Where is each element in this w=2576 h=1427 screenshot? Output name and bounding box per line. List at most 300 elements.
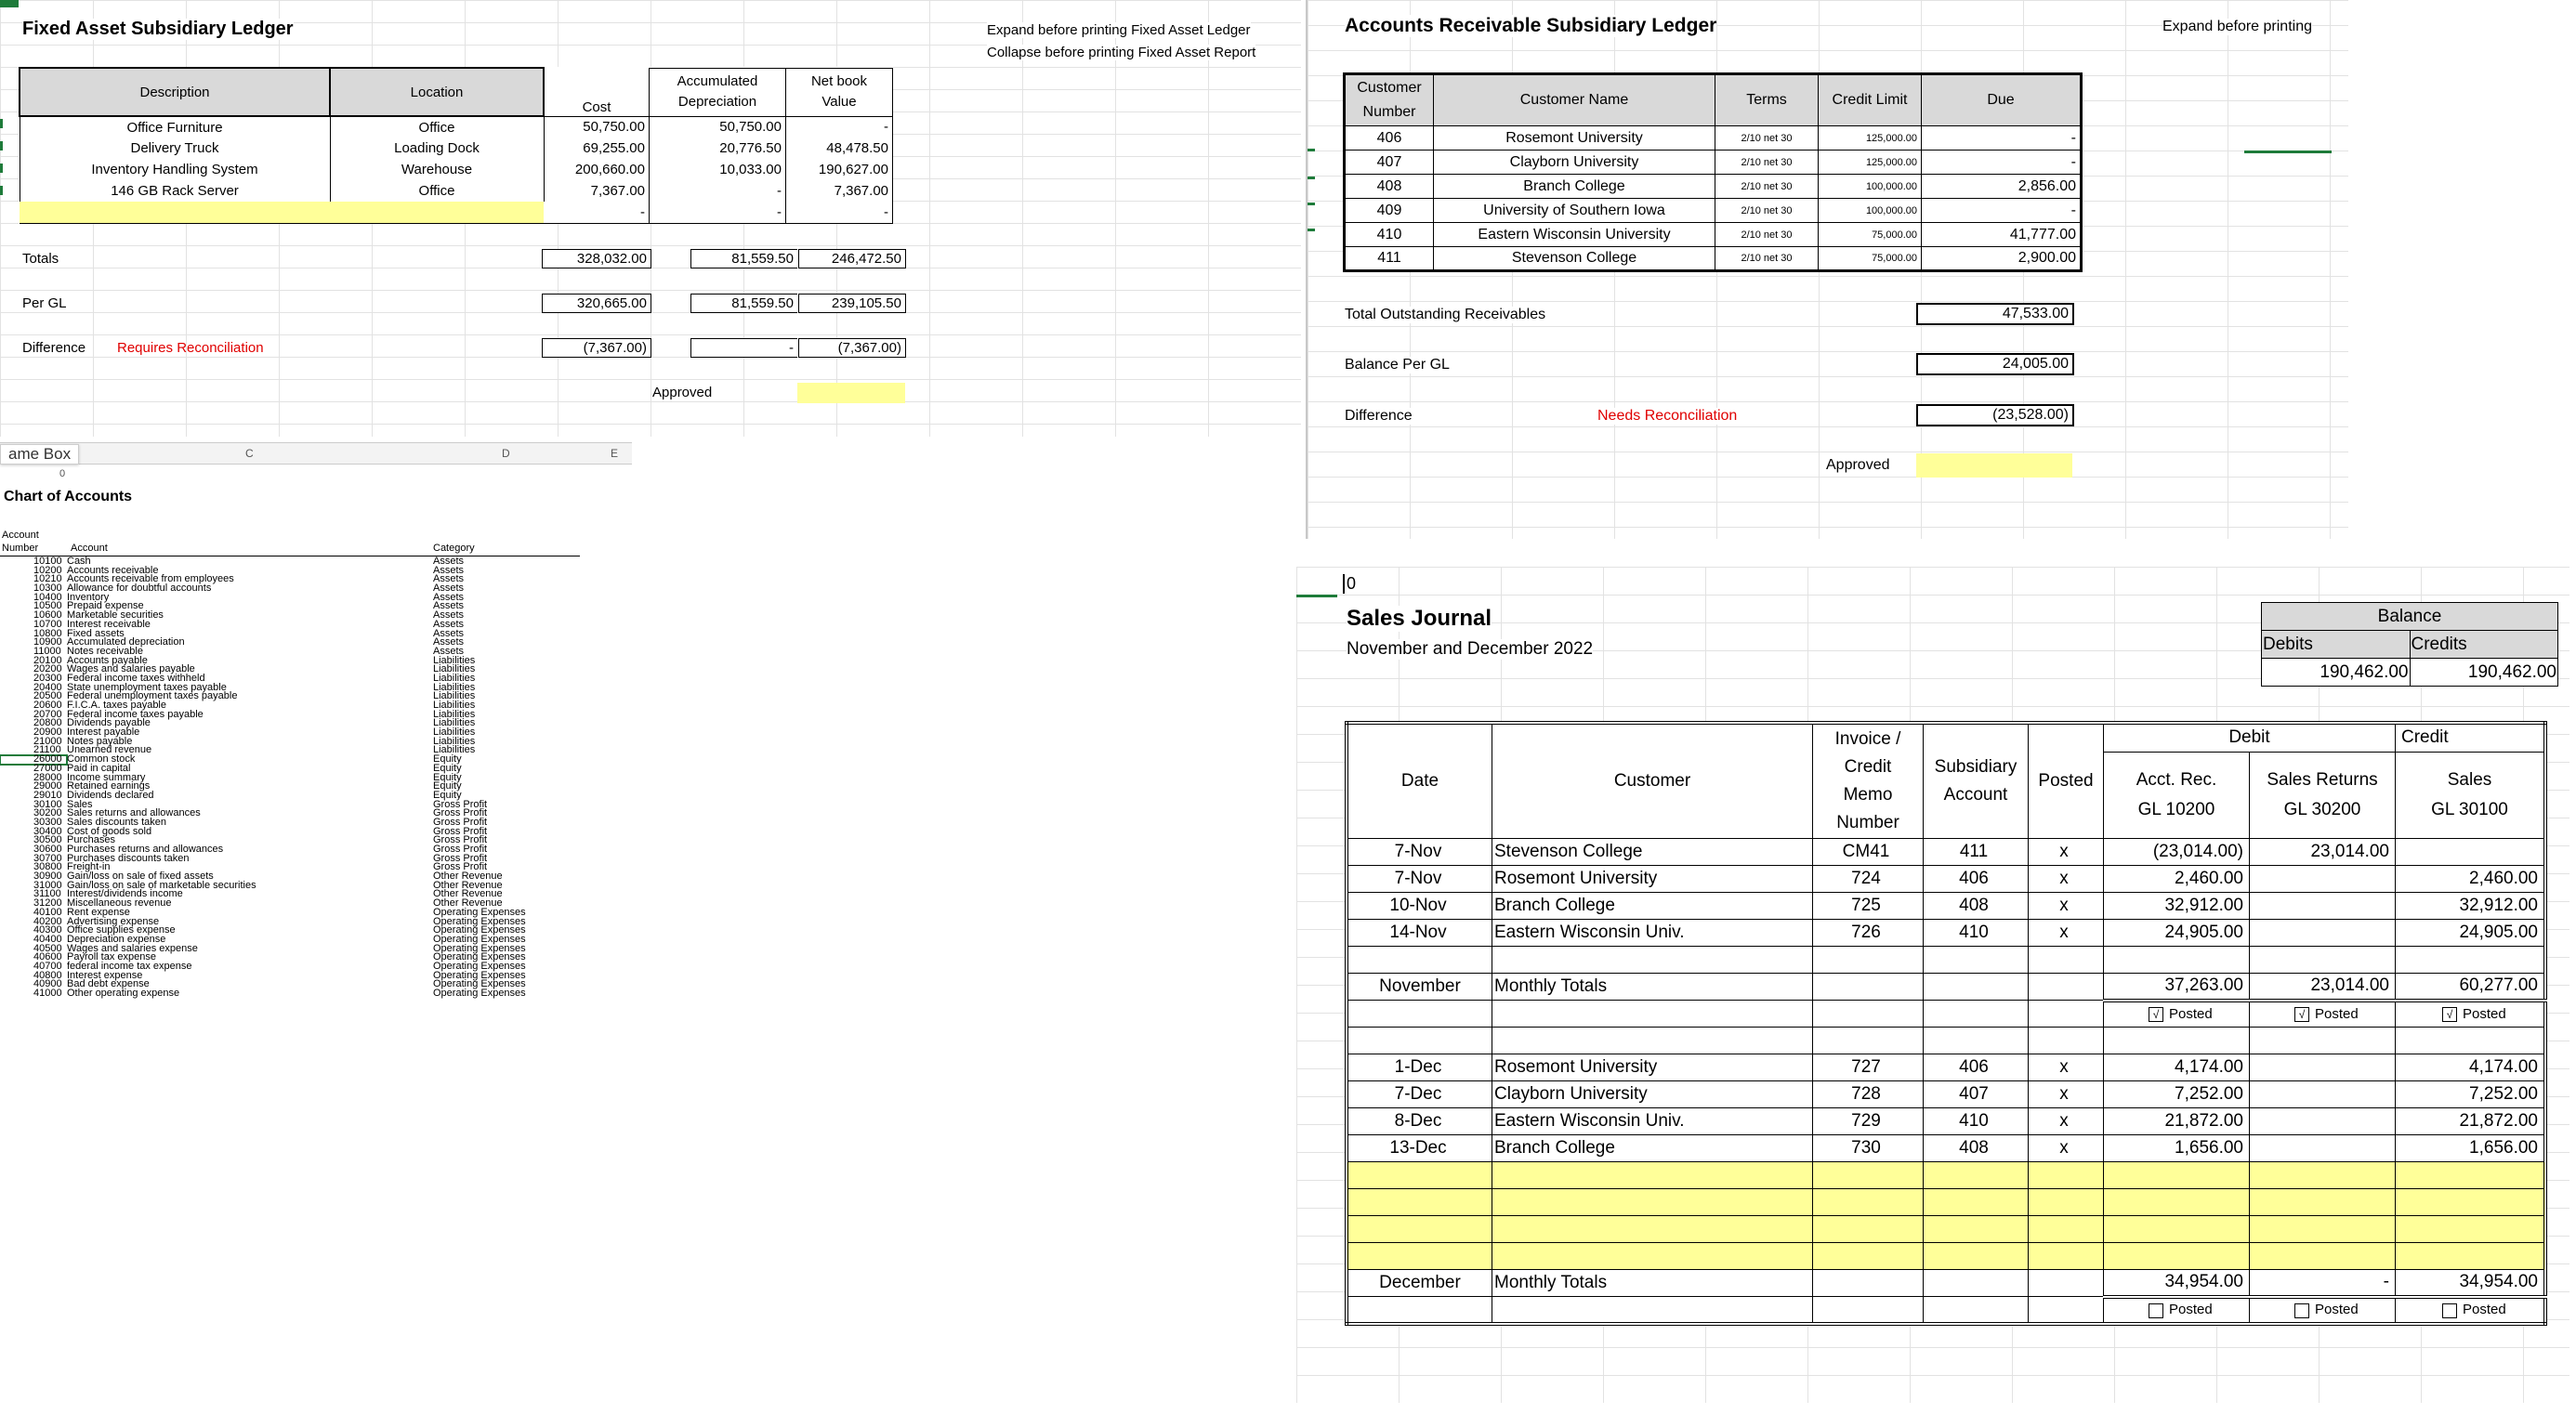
sj-row <box>1347 893 2545 920</box>
coa-category: Gross Profit <box>433 861 488 873</box>
column-header-c[interactable]: C <box>245 447 254 460</box>
coa-header-account: Account <box>2 530 39 541</box>
fa-cell-accum: 20,776.50 <box>650 137 786 159</box>
coa-number: 20700 <box>33 708 62 720</box>
sj-header-invoice-2: Credit <box>1844 757 1892 777</box>
sj-header-sr <box>2250 752 2396 838</box>
sj-debits-total: 190,462.00 <box>2262 659 2411 687</box>
sj-cell-sub: 408 <box>1924 893 2029 920</box>
coa-account-name: Depreciation expense <box>67 933 166 945</box>
coa-number: 30700 <box>33 852 62 864</box>
coa-account-name: Sales returns and allowances <box>67 807 201 819</box>
sj-cell-sales <box>2396 839 2546 866</box>
coa-number: 40400 <box>33 933 62 945</box>
fa-row <box>20 180 893 202</box>
coa-account-name: F.I.C.A. taxes payable <box>67 700 166 711</box>
sj-row <box>1347 866 2545 893</box>
coa-category: Operating Expenses <box>433 988 526 999</box>
sj-cell-sr <box>2250 1081 2396 1108</box>
sj-header-invoice <box>1813 723 1924 839</box>
coa-account-name: Cost of goods sold <box>67 825 152 837</box>
ar-cell-name: Branch College <box>1434 175 1715 199</box>
coa-category: Other Revenue <box>433 897 503 910</box>
sj-header-date: Date <box>1347 723 1492 839</box>
coa-account-name: Prepaid expense <box>67 600 144 612</box>
coa-category: Operating Expenses <box>433 951 526 963</box>
fa-total-nbv: 246,472.50 <box>798 249 906 268</box>
sj-total-ar: 34,954.00 <box>2104 1270 2250 1297</box>
fixed-asset-rows <box>20 116 893 223</box>
ar-row <box>1345 223 2082 247</box>
coa-account-name: Allowance for doubtful accounts <box>67 583 212 595</box>
sj-cell <box>2396 1028 2546 1054</box>
fa-cell-accum: - <box>650 180 786 202</box>
ar-row <box>1345 247 2082 271</box>
coa-category: Assets <box>433 564 465 576</box>
coa-account-name: Paid in capital <box>67 762 131 774</box>
sj-cell[interactable] <box>1813 1243 1924 1270</box>
sj-posted-cell <box>2104 1001 2250 1028</box>
coa-account-name: Notes receivable <box>67 645 143 657</box>
coa-account-name: Sales discounts taken <box>67 816 167 828</box>
coa-category: Gross Profit <box>433 816 488 828</box>
active-cell-marker <box>1296 595 1337 597</box>
column-header-d[interactable]: D <box>502 447 510 460</box>
coa-category: Liabilities <box>433 690 476 702</box>
sj-cell[interactable] <box>2396 1189 2546 1216</box>
ar-row <box>1345 199 2082 223</box>
sj-cell-sales: 7,252.00 <box>2396 1081 2546 1108</box>
sj-cell <box>2029 1001 2104 1028</box>
posted-checkbox[interactable]: √ <box>2149 1007 2163 1022</box>
sj-monthly-totals-label: Monthly Totals <box>1492 974 1813 1001</box>
coa-account-name: Other operating expense <box>67 988 180 999</box>
sj-balance-label: Balance <box>2262 603 2558 631</box>
sj-cell <box>1813 947 1924 974</box>
coa-account-name: Wages and salaries expense <box>67 942 198 954</box>
fa-cell-description: 146 GB Rack Server <box>20 180 330 202</box>
sj-cell-inv: 726 <box>1813 920 1924 947</box>
sj-cell-inv: 729 <box>1813 1108 1924 1135</box>
sj-body <box>1347 839 2545 1324</box>
ar-header-cust2: Number <box>1362 104 1416 120</box>
sj-cell-ar: 24,905.00 <box>2104 920 2250 947</box>
coa-number: 28000 <box>33 771 62 783</box>
coa-category: Assets <box>433 600 465 612</box>
ar-header-cust1: Customer <box>1357 80 1422 96</box>
sj-cell-ar: (23,014.00) <box>2104 839 2250 866</box>
sj-header-customer: Customer <box>1492 723 1813 839</box>
sj-row <box>1347 1081 2545 1108</box>
outline-marker <box>1308 203 1315 205</box>
sj-cell-customer: Branch College <box>1492 1135 1813 1162</box>
coa-number: 20600 <box>33 700 62 711</box>
coa-number: 29000 <box>33 780 62 792</box>
coa-number: 29010 <box>33 789 62 801</box>
sj-cell-date: 10-Nov <box>1347 893 1492 920</box>
sj-blank-row <box>1347 947 2545 974</box>
ar-rows <box>1345 126 2082 271</box>
sj-cell-sub: 410 <box>1924 920 2029 947</box>
coa-number: 40900 <box>33 978 62 990</box>
sj-cell[interactable] <box>1924 1189 2029 1216</box>
coa-account-name: Office supplies expense <box>67 924 176 936</box>
coa-account-name: Bad debt expense <box>67 978 150 990</box>
sj-cell-sr <box>2250 1108 2396 1135</box>
sj-cell-sales: 32,912.00 <box>2396 893 2546 920</box>
coa-account-name: Interest/dividends income <box>67 888 183 900</box>
sj-cell-sub: 408 <box>1924 1135 2029 1162</box>
coa-number: 10800 <box>33 627 62 639</box>
ar-title: Accounts Receivable Subsidiary Ledger <box>1345 15 1717 36</box>
sj-cell[interactable] <box>2250 1162 2396 1189</box>
sj-cell[interactable] <box>1347 1189 1492 1216</box>
sj-header-sub-1: Subsidiary <box>1934 757 2017 777</box>
coa-number: 26000 <box>33 753 62 766</box>
posted-checkbox[interactable] <box>2149 1303 2163 1318</box>
sj-cell-date: 7-Dec <box>1347 1081 1492 1108</box>
name-box[interactable]: ame Box <box>0 444 79 465</box>
ar-cell-num: 407 <box>1345 151 1434 175</box>
ar-cell-due: - <box>1922 151 2082 175</box>
sj-cell[interactable] <box>2029 1162 2104 1189</box>
sj-cell-date: 14-Nov <box>1347 920 1492 947</box>
sj-header-sales <box>2396 752 2546 838</box>
sj-total-sales: 60,277.00 <box>2396 974 2546 1001</box>
coa-account-name: Advertising expense <box>67 915 160 927</box>
fa-header-accum-2: Depreciation <box>677 94 757 110</box>
sj-cell[interactable] <box>1347 1243 1492 1270</box>
coa-category: Equity <box>433 771 462 783</box>
sj-cell <box>1813 974 1924 1001</box>
coa-number: 10700 <box>33 618 62 630</box>
sj-cell <box>1347 1001 1492 1028</box>
sj-cell[interactable] <box>1347 1216 1492 1243</box>
coa-category: Gross Profit <box>433 825 488 837</box>
sj-header-posted: Posted <box>2029 723 2104 839</box>
coa-account-name: Miscellaneous revenue <box>67 897 172 910</box>
fa-cell-cost: 7,367.00 <box>590 183 645 199</box>
fa-cell-description: Office Furniture <box>20 116 330 137</box>
sj-cell[interactable] <box>1924 1162 2029 1189</box>
coa-header-labels <box>0 543 580 556</box>
sj-cell <box>1813 1270 1924 1297</box>
sj-cell[interactable] <box>1492 1216 1813 1243</box>
sj-cell[interactable] <box>2104 1162 2250 1189</box>
sj-cell <box>2250 1028 2396 1054</box>
fixed-asset-note-collapse: Collapse before printing Fixed Asset Report <box>987 45 1256 60</box>
sj-entry-row <box>1347 1162 2545 1189</box>
coa-number: 10100 <box>33 556 62 567</box>
posted-checkbox-label: Posted <box>2169 1006 2213 1023</box>
coa-number: 40600 <box>33 951 62 963</box>
coa-account-name: Freight-in <box>67 861 111 873</box>
ar-cell-name: Stevenson College <box>1434 247 1715 271</box>
sj-cell[interactable] <box>2250 1243 2396 1270</box>
sj-cell <box>1924 974 2029 1001</box>
coa-category: Assets <box>433 609 465 622</box>
coa-number: 10500 <box>33 600 62 612</box>
sj-monthly-totals-label: Monthly Totals <box>1492 1270 1813 1297</box>
sj-cell[interactable] <box>2104 1243 2250 1270</box>
sj-cell[interactable] <box>2029 1189 2104 1216</box>
outline-marker <box>0 186 3 195</box>
fa-header-cost: Cost <box>544 68 650 116</box>
fa-cell-location[interactable] <box>330 202 544 223</box>
fa-cell-nbv: - <box>786 202 893 223</box>
coa-category: Operating Expenses <box>433 960 526 972</box>
sj-blank-row <box>1347 1028 2545 1054</box>
coa-number: 20900 <box>33 727 62 739</box>
ar-diff-value: (23,528.00) <box>1916 404 2074 426</box>
coa-account-name: Sales <box>67 798 93 810</box>
coa-account-name: Payroll tax expense <box>67 951 156 963</box>
fa-cell-description[interactable] <box>20 202 330 223</box>
fa-row <box>20 137 893 159</box>
fa-pergl-cost: 320,665.00 <box>542 294 651 313</box>
sj-cell-sr <box>2250 866 2396 893</box>
sj-total-sales: 34,954.00 <box>2396 1270 2546 1297</box>
sj-cell <box>1924 1297 2029 1324</box>
sj-cell[interactable] <box>2104 1216 2250 1243</box>
ar-cell-terms: 2/10 net 30 <box>1715 199 1819 223</box>
posted-checkbox[interactable]: √ <box>2442 1007 2457 1022</box>
sj-cell[interactable] <box>2250 1189 2396 1216</box>
posted-checkbox-label: Posted <box>2463 1006 2506 1023</box>
sj-cell-customer: Stevenson College <box>1492 839 1813 866</box>
sj-posted-row <box>1347 1297 2545 1324</box>
sj-cell <box>1924 947 2029 974</box>
fa-diff-accum: - <box>690 338 797 358</box>
fa-approved-input[interactable] <box>797 383 905 403</box>
fa-header-location: Location <box>330 68 544 116</box>
sj-header-invoice-1: Invoice / <box>1834 729 1901 749</box>
sj-cell[interactable] <box>1347 1162 1492 1189</box>
posted-checkbox-label: Posted <box>2169 1302 2213 1318</box>
ar-gl-value: 24,005.00 <box>1916 353 2074 375</box>
fa-pergl-label: Per GL <box>22 295 67 311</box>
fa-cell-cost: 50,750.00 <box>583 119 645 136</box>
sj-credits-total: 190,462.00 <box>2410 659 2558 687</box>
sj-cell[interactable] <box>2396 1162 2546 1189</box>
coa-category: Liabilities <box>433 727 476 739</box>
coa-list <box>0 557 632 999</box>
fa-cell-cost: - <box>544 202 650 223</box>
fa-diff-cost: (7,367.00) <box>542 338 651 358</box>
sj-cell-ar: 2,460.00 <box>2104 866 2250 893</box>
sj-month-label: December <box>1347 1270 1492 1297</box>
coa-category: Operating Expenses <box>433 924 526 936</box>
fa-totals-label: Totals <box>22 251 59 267</box>
sj-cell-sales: 21,872.00 <box>2396 1108 2546 1135</box>
coa-number: 10900 <box>33 636 62 648</box>
coa-number: 40800 <box>33 969 62 981</box>
coa-category: Equity <box>433 762 462 774</box>
sj-cell <box>2029 1297 2104 1324</box>
sj-cell-sr <box>2250 1135 2396 1162</box>
coa-account-name: Interest receivable <box>67 618 151 630</box>
ar-cell-due: 2,900.00 <box>1922 247 2082 271</box>
coa-account-name: Accounts receivable <box>67 564 159 576</box>
coa-category: Liabilities <box>433 654 476 666</box>
sj-cell-date: 7-Nov <box>1347 839 1492 866</box>
posted-checkbox[interactable]: √ <box>2294 1007 2309 1022</box>
fa-cell-description: Delivery Truck <box>20 137 330 159</box>
posted-checkbox-label: Posted <box>2315 1302 2359 1318</box>
fa-pergl-accum: 81,559.50 <box>690 294 797 313</box>
sj-cell-inv: 725 <box>1813 893 1924 920</box>
coa-category: Operating Expenses <box>433 906 526 918</box>
sj-cell <box>1813 1297 1924 1324</box>
ar-cell-due: 41,777.00 <box>1922 223 2082 247</box>
fa-row <box>20 116 893 137</box>
coa-number: 30100 <box>33 798 62 810</box>
sj-cell <box>2104 1028 2250 1054</box>
sj-cell-sales: 1,656.00 <box>2396 1135 2546 1162</box>
fa-cell-cost: 200,660.00 <box>574 162 645 177</box>
sj-cell-inv: 728 <box>1813 1081 1924 1108</box>
coa-number: 31100 <box>33 888 61 900</box>
sj-header-ar-1: Acct. Rec. <box>2136 769 2217 790</box>
sj-cell <box>1492 947 1813 974</box>
fa-header-accum <box>650 68 786 116</box>
coa-row <box>0 989 632 999</box>
sj-cell-posted: x <box>2029 893 2104 920</box>
fa-header-nbv-2: Value <box>821 94 857 110</box>
coa-category: Operating Expenses <box>433 942 526 954</box>
fa-cell-location: Office <box>330 180 544 202</box>
posted-checkbox-label: Posted <box>2463 1302 2506 1318</box>
sj-cell <box>2029 974 2104 1001</box>
fa-cell-location: Loading Dock <box>330 137 544 159</box>
ar-cell-limit: 75,000.00 <box>1819 247 1922 271</box>
ar-cell-name: Eastern Wisconsin University <box>1434 223 1715 247</box>
sj-cell <box>2029 947 2104 974</box>
ar-cell-terms: 2/10 net 30 <box>1715 151 1819 175</box>
sj-row <box>1347 1135 2545 1162</box>
ar-approved-input[interactable] <box>1916 453 2072 478</box>
sj-cell <box>1347 1297 1492 1324</box>
sj-header-sales-2: GL 30100 <box>2431 799 2508 819</box>
sj-row <box>1347 839 2545 866</box>
sj-posted-row <box>1347 1001 2545 1028</box>
sj-debits-label: Debits <box>2262 631 2411 659</box>
sj-cell-customer: Eastern Wisconsin Univ. <box>1492 920 1813 947</box>
coa-category: Assets <box>433 591 465 603</box>
coa-number: 21000 <box>33 735 62 747</box>
sj-cell[interactable] <box>1813 1162 1924 1189</box>
coa-number: 40300 <box>33 924 62 936</box>
coa-account-name: federal income tax expense <box>67 960 192 972</box>
sj-cell[interactable] <box>2104 1189 2250 1216</box>
coa-account-name: Interest expense <box>67 969 143 981</box>
sj-cell[interactable] <box>2029 1216 2104 1243</box>
sj-cell-sub: 407 <box>1924 1081 2029 1108</box>
ar-header-due: Due <box>1922 74 2082 126</box>
sj-cell-sub: 410 <box>1924 1108 2029 1135</box>
fa-row <box>20 202 893 223</box>
sj-cell-inv: CM41 <box>1813 839 1924 866</box>
fa-cell-cost: 69,255.00 <box>583 140 645 156</box>
sj-cell[interactable] <box>2396 1243 2546 1270</box>
sj-cell-sales: 2,460.00 <box>2396 866 2546 893</box>
sj-cell[interactable] <box>1813 1216 1924 1243</box>
sj-total-sr: - <box>2250 1270 2396 1297</box>
ar-cell-num: 411 <box>1345 247 1434 271</box>
coa-number: 30200 <box>33 807 62 819</box>
posted-checkbox[interactable] <box>2442 1303 2457 1318</box>
fa-header-nbv-1: Net book <box>810 73 868 89</box>
sj-posted-cell <box>2396 1001 2546 1028</box>
sj-header-sales-1: Sales <box>2447 769 2492 790</box>
sj-cell-sub: 406 <box>1924 866 2029 893</box>
coa-row-label: 0 <box>59 468 66 479</box>
sj-cell[interactable] <box>2396 1216 2546 1243</box>
coa-account-name: Rent expense <box>67 906 130 918</box>
sj-cell[interactable] <box>1924 1243 2029 1270</box>
sj-cell-date: 7-Nov <box>1347 866 1492 893</box>
sj-cell-posted: x <box>2029 866 2104 893</box>
sj-cell[interactable] <box>1813 1189 1924 1216</box>
coa-account-name: Gain/loss on sale of fixed assets <box>67 871 214 883</box>
sj-cell[interactable] <box>2029 1243 2104 1270</box>
coa-category: Operating Expenses <box>433 969 526 981</box>
fa-cell-accum: - <box>650 202 786 223</box>
ar-cell-due: - <box>1922 199 2082 223</box>
coa-account-name: Federal income taxes withheld <box>67 672 205 684</box>
column-header-e[interactable]: E <box>611 447 619 460</box>
ar-cell-terms: 2/10 net 30 <box>1715 175 1819 199</box>
sj-posted-cell <box>2104 1297 2250 1324</box>
fa-pergl-nbv: 239,105.50 <box>798 294 906 313</box>
sj-cell-ar: 7,252.00 <box>2104 1081 2250 1108</box>
coa-account-name: Accumulated depreciation <box>67 636 185 648</box>
coa-number: 10300 <box>33 583 62 595</box>
coa-account-name: Purchases returns and allowances <box>67 844 224 855</box>
coa-number: 30600 <box>33 844 62 855</box>
sj-cell[interactable] <box>1492 1189 1813 1216</box>
sj-month-label: November <box>1347 974 1492 1001</box>
coa-number: 31200 <box>33 897 62 910</box>
ar-row <box>1345 126 2082 151</box>
sj-cell-posted: x <box>2029 1108 2104 1135</box>
sj-cell[interactable] <box>2250 1216 2396 1243</box>
fa-cell-nbv: - <box>786 116 893 137</box>
sj-cell[interactable] <box>1492 1243 1813 1270</box>
fa-total-accum: 81,559.50 <box>690 249 797 268</box>
outline-marker <box>1308 229 1315 231</box>
sj-cell <box>2029 1270 2104 1297</box>
coa-account-name: Dividends payable <box>67 717 151 729</box>
sj-cell <box>1492 1297 1813 1324</box>
sj-totals-row <box>1347 1270 2545 1297</box>
sj-cell-posted: x <box>2029 1054 2104 1081</box>
fa-cell-location: Office <box>330 116 544 137</box>
sj-header-invoice-3: Memo <box>1843 785 1893 805</box>
sj-cell[interactable] <box>1492 1162 1813 1189</box>
sj-cell[interactable] <box>1924 1216 2029 1243</box>
posted-checkbox[interactable] <box>2294 1303 2309 1318</box>
sj-cell-date: 1-Dec <box>1347 1054 1492 1081</box>
fixed-asset-table <box>19 67 893 224</box>
fa-cell-accum: 10,033.00 <box>650 159 786 180</box>
sj-header-invoice-4: Number <box>1836 813 1899 832</box>
sj-title: Sales Journal <box>1347 606 1492 631</box>
sj-cell <box>1813 1001 1924 1028</box>
sj-cell-sr <box>2250 920 2396 947</box>
outline-marker <box>0 164 3 173</box>
coa-category: Gross Profit <box>433 798 488 810</box>
